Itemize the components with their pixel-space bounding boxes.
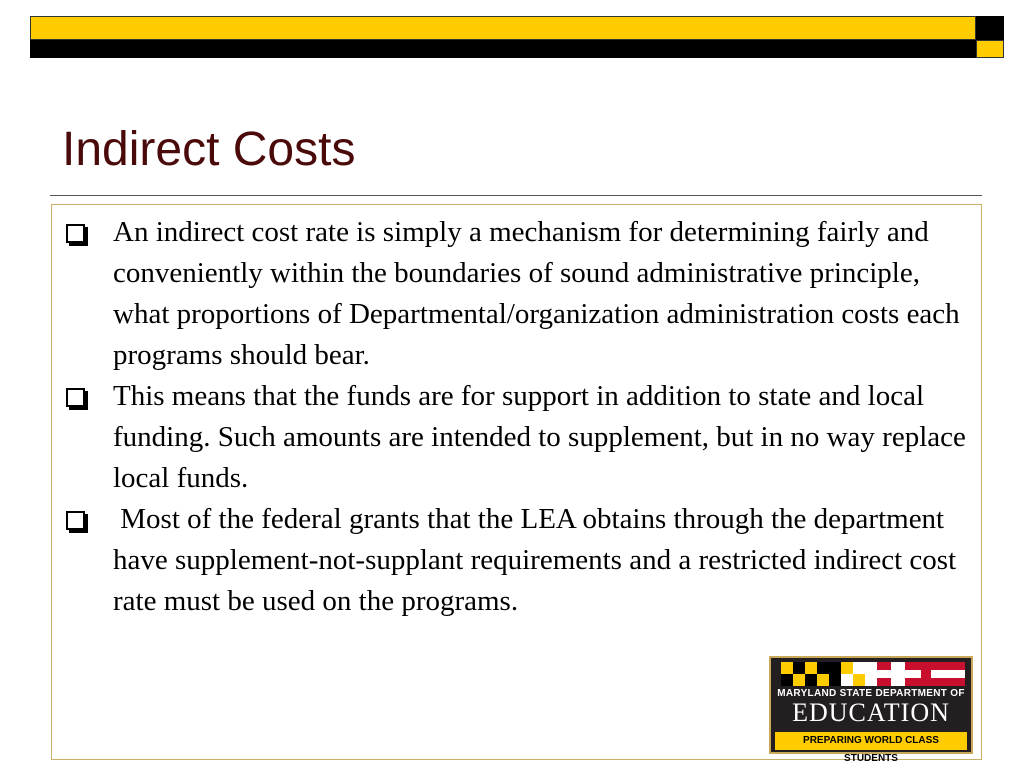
bullet-item-1 [62, 212, 974, 376]
maryland-flag-icon [781, 662, 965, 686]
top-bar-corner-yellow [976, 40, 1004, 58]
bullet-item-2 [62, 376, 974, 499]
top-decorative-bar [30, 16, 1006, 58]
top-bar-corner-black [976, 16, 1004, 40]
bullet-text: An indirect cost rate is simply a mechanism for determining fairly and conveniently within the boundaries of sound administrative principle, what proportions of Departmental/organization administration costs each programs should bear. [113, 216, 960, 371]
checkbox-bullet-icon [66, 224, 85, 243]
logo-department-text: MARYLAND STATE DEPARTMENT OF [777, 688, 965, 699]
checkbox-bullet-icon [66, 388, 85, 407]
top-bar-yellow-stripe [30, 16, 976, 40]
msde-logo [769, 656, 973, 764]
bullet-text: This means that the funds are for support in addition to state and local funding. Such amounts are intended to supplement, but in no way replace local funds. [113, 380, 966, 494]
slide-title: Indirect Costs [62, 123, 356, 176]
bullet-list [62, 212, 974, 622]
title-divider [50, 195, 982, 196]
top-bar-black-stripe [30, 40, 976, 58]
checkbox-bullet-icon [66, 511, 85, 530]
bullet-item-3 [62, 499, 974, 622]
logo-tagline: PREPARING WORLD CLASS STUDENTS [775, 732, 967, 750]
logo-education-text: EDUCATION [792, 698, 950, 727]
bullet-text: Most of the federal grants that the LEA obtains through the department have supplement-not-supplant requirements and a restricted indirect cost rate must be used on the programs. [113, 503, 957, 617]
